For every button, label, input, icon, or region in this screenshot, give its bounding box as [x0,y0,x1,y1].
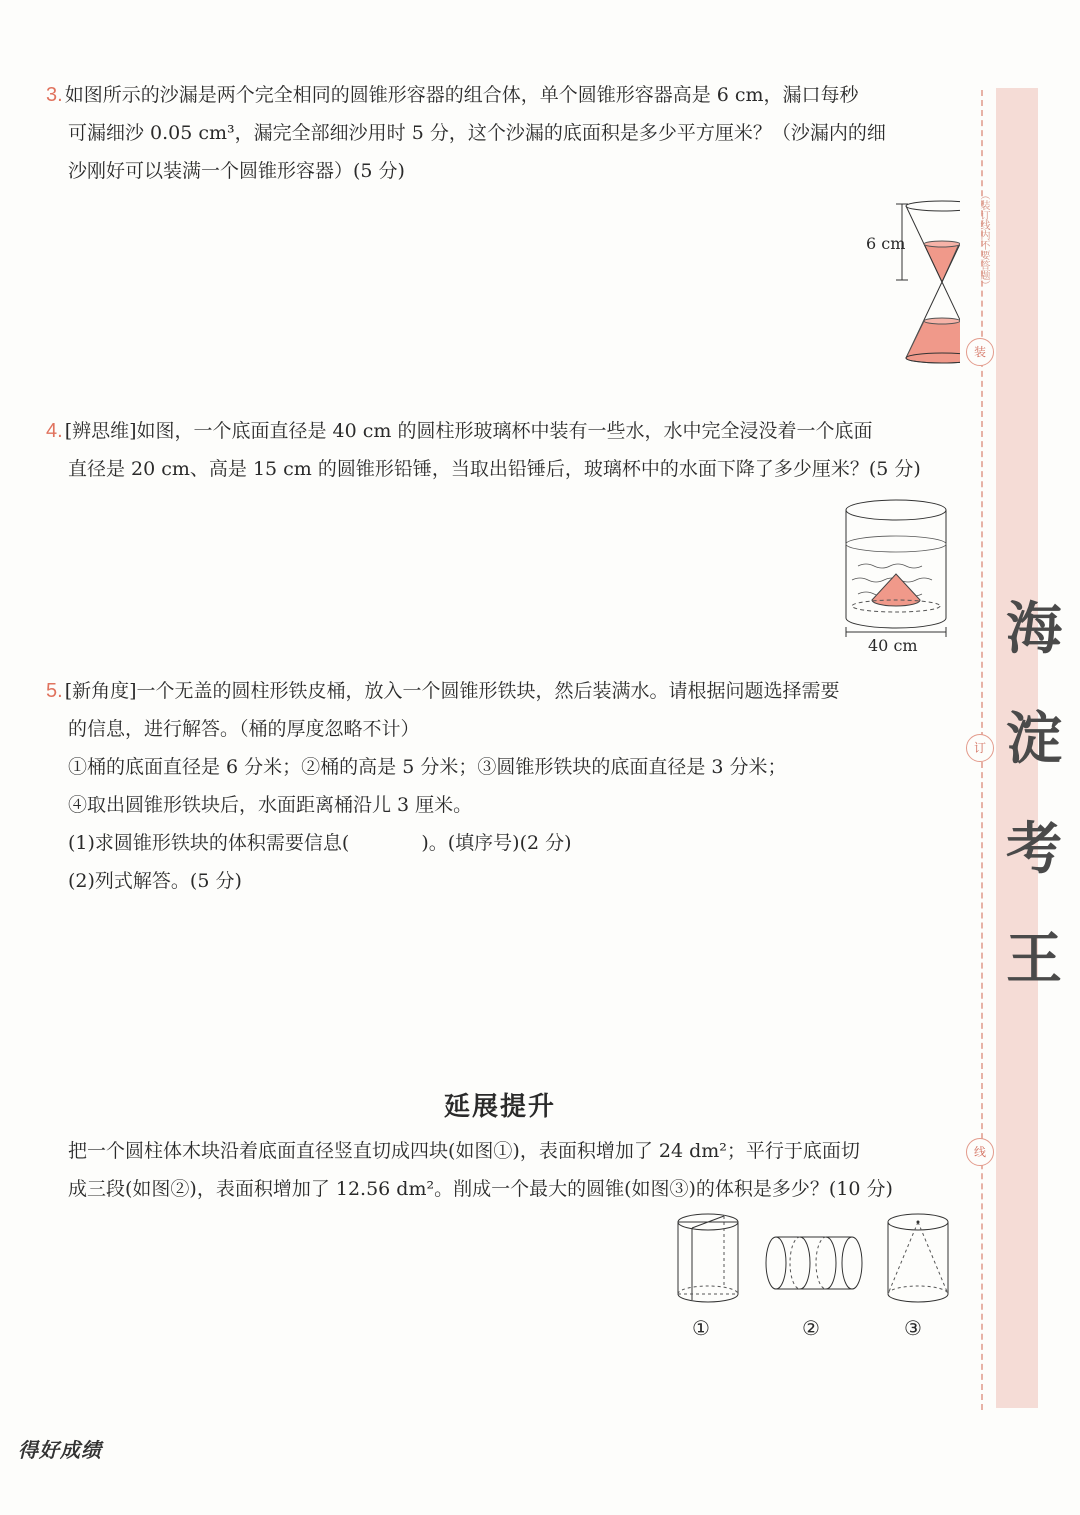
diameter-label: 40 cm [868,636,918,655]
figure-3-cone-in-cylinder [888,1214,948,1302]
brand-char: 王 [1006,927,1062,992]
figure-1-cylinder-quartered [678,1214,738,1302]
section-title: 延展提升 [443,1092,556,1122]
problem-4 [46,412,958,488]
extension-figures [670,1208,960,1318]
figure-label-2: ② [802,1316,820,1340]
problem-5 [46,672,958,900]
cone-weight [872,574,920,606]
figure-label-1: ① [692,1316,710,1340]
lower-sand [906,321,960,363]
problem-line: 把一个圆柱体木块沿着底面直径竖直切成四块(如图①)，表面积增加了 24 dm²；平行于底面切 [68,1140,860,1162]
lower-sand-surface [924,318,960,324]
sub-question-text: )。(填序号)(2 分) [421,832,572,854]
problem-3 [46,76,958,190]
info-line: ④取出圆锥形铁块后，水面距离桶沿儿 3 厘米。 [68,794,473,816]
sand-surface [924,241,960,247]
problem-line: 直径是 20 cm、高是 15 cm 的圆锥形铅锤，当取出铅锤后，玻璃杯中的水面下降了多少厘米？(5 分) [68,458,921,480]
glass-bottom [846,618,946,628]
problem-line: 的信息，进行解答。（桶的厚度忽略不计） [68,718,420,740]
problem-line [46,412,958,450]
problem-text: 如图所示的沙漏是两个完全相同的圆锥形容器的组合体，单个圆锥形容器高是 6 cm，漏口每秒 [64,84,859,106]
question-number: 4. [46,420,63,442]
upper-rim [906,201,960,211]
binding-mark-1: 装 [966,338,994,366]
sub-question-1 [46,824,958,862]
problem-line: 沙刚好可以装满一个圆锥形容器）(5 分) [68,160,405,182]
figure-label-3: ③ [904,1316,922,1340]
upper-sand [924,244,959,282]
problem-line [46,672,958,710]
problem-text: [新角度]一个无盖的圆柱形铁皮桶，放入一个圆锥形铁块，然后装满水。请根据问题选择需要 [64,680,840,702]
info-line: ①桶的底面直径是 6 分米；②桶的高是 5 分米；③圆锥形铁块的底面直径是 3 分米； [68,756,787,778]
water-surface [846,536,946,552]
extension-problem [46,1132,958,1208]
cylinder-glass-figure [838,494,954,642]
footer-slogan: 得好成绩 [18,1438,102,1462]
binding-mark-2: 订 [966,734,994,762]
binding-note: （装订线内不要答题） [978,190,989,290]
question-number: 5. [46,680,63,702]
height-label: 6 cm [866,234,906,253]
glass-rim [846,500,946,520]
brand-char: 考 [1006,817,1062,882]
sub-question-text: (1)求圆锥形铁块的体积需要信息( [68,832,350,854]
brand-char: 淀 [1006,707,1062,772]
hourglass-figure [860,196,960,376]
problem-text: [辨思维]如图，一个底面直径是 40 cm 的圆柱形玻璃杯中装有一些水，水中完全浸没着一个底面 [64,420,873,442]
sub-question-2: (2)列式解答。(5 分) [68,870,242,892]
problem-line [46,76,958,114]
binding-mark-3: 线 [966,1138,994,1166]
brand-logo [1004,575,1064,1015]
problem-line: 可漏细沙 0.05 cm³，漏完全部细沙用时 5 分，这个沙漏的底面积是多少平方厘米？（沙漏内的细 [68,122,886,144]
question-number: 3. [46,84,63,106]
problem-line: 成三段(如图②)，表面积增加了 12.56 dm²。削成一个最大的圆锥(如图③)的体积是多少？(10 分) [68,1178,893,1200]
figure-2-cylinder-sliced [766,1237,862,1289]
brand-char: 海 [1006,597,1062,662]
